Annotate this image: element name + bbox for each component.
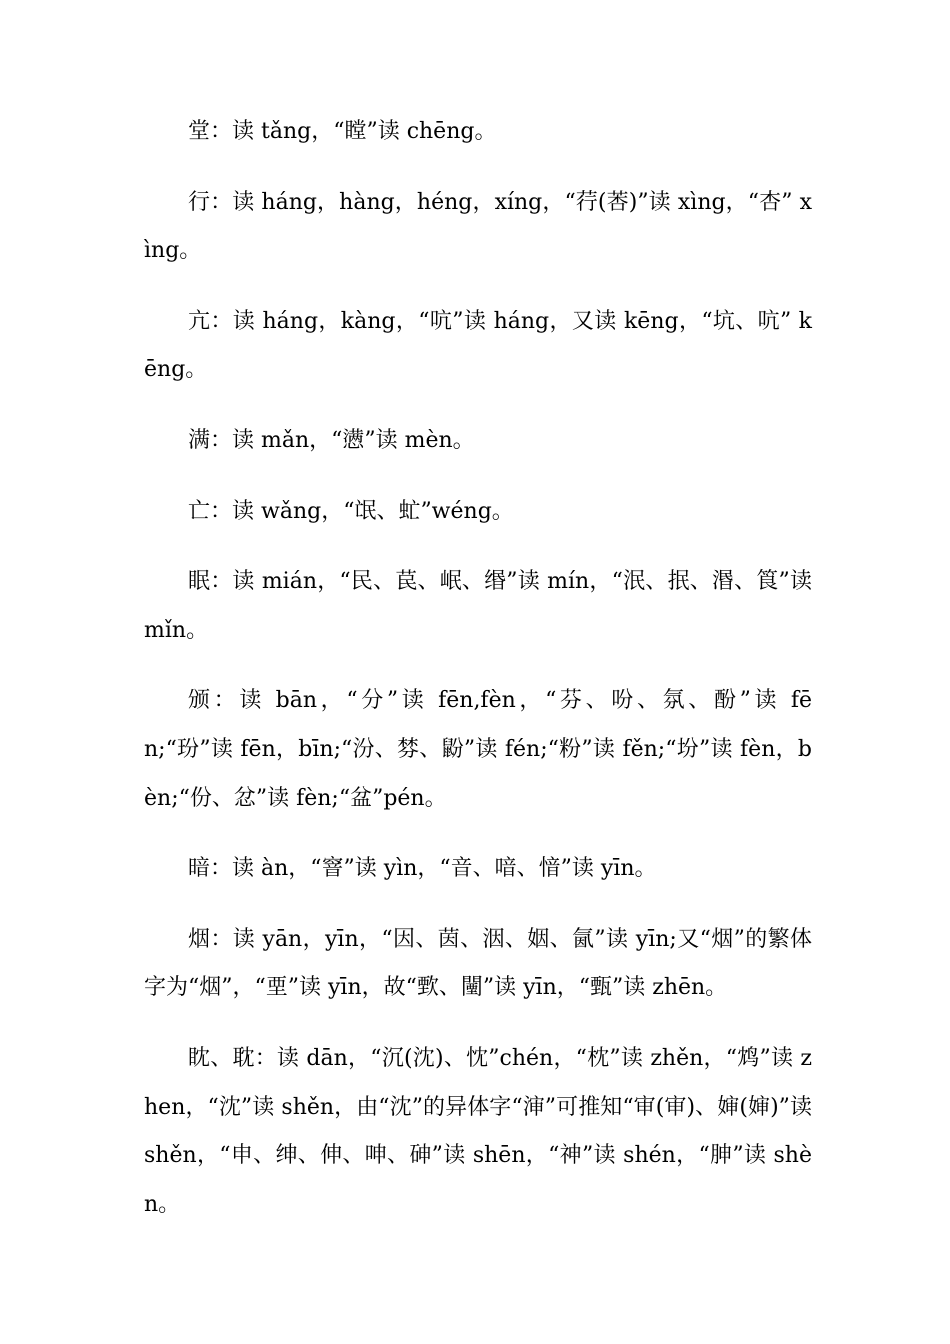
paragraph-ban: 颁：读 bān，“分”读 fēn,fèn，“芬、吩、氛、酚”读 fēn;“玢”读 fēn，bīn;“汾、棼、鼢”读 fén;“粉”读 fěn;“坋”读 fèn，bèn;“份、忿”读 fèn;“盆”pén。: [144, 688, 812, 811]
paragraph-mian: 眠：读 mián，“民、苠、岷、缗”读 mín，“泯、抿、湣、筤”读 mǐn。: [144, 569, 812, 643]
paragraph-tang: 堂：读 tǎng，“瞠”读 chēng。: [188, 119, 497, 144]
paragraph-an: 暗：读 àn，“窨”读 yìn，“音、喑、愔”读 yīn。: [188, 856, 657, 882]
paragraph-dan: 眈、耽：读 dān，“沉(沈)、忱”chén，“枕”读 zhěn，“鸩”读 zhen，“沈”读 shěn，由“沈”的异体字“渖”可推知“审(审)、婶(婶)”读 shěn，“申、绅、伸、呻、砷”读 shēn，“神”读 shén，“胂”读 shèn。: [144, 1045, 812, 1217]
paragraph-yan: 烟：读 yān，yīn，“因、茵、洇、姻、氤”读 yīn;又“烟”的繁体字为“烟”，“垔”读 yīn，故“歅、闉”读 yīn，“甄”读 zhēn。: [144, 926, 812, 1001]
document-body: [144, 108, 812, 1251]
paragraph-xing: 行：读 háng，hàng，héng，xíng，“荇(莕)”读 xìng，“杏” xìng。: [144, 189, 812, 264]
paragraph-man: 满：读 mǎn，“懑”读 mèn。: [188, 427, 475, 453]
paragraph-kang: 亢：读 háng，kàng，“吭”读 háng，又读 kēng，“坑、吭” kēng。: [144, 308, 812, 383]
paragraph-wang: 亡：读 wǎng，“氓、虻”wéng。: [188, 498, 514, 524]
